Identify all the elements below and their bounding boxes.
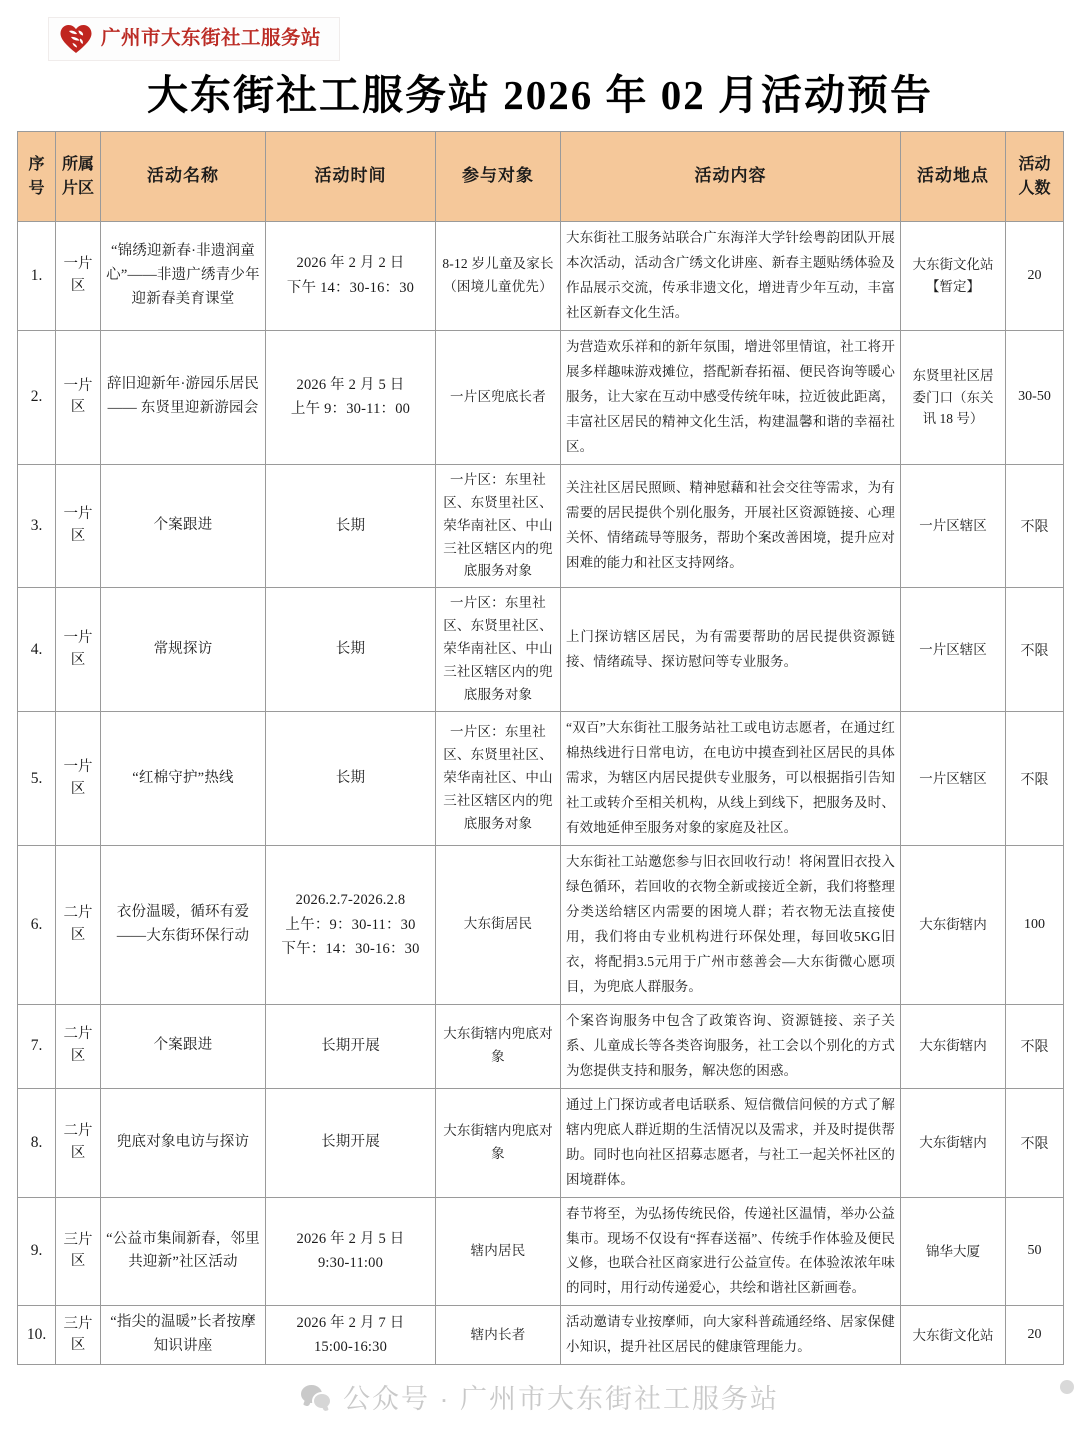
cell-content: 为营造欢乐祥和的新年氛围，增进邻里情谊，社工将开展多样趣味游戏摊位，搭配新春拓福、便民咨询等暖心服务，让大家在互动中感受传统年味，拉近彼此距离，丰富社区居民的精神文化生活，构建温馨和谐的幸福社区。 [561, 330, 901, 464]
cell-zone: 一片区 [56, 588, 101, 712]
table-row [18, 588, 1064, 712]
cell-num: 30-50 [1006, 330, 1064, 464]
cell-idx: 7. [18, 1004, 56, 1088]
cell-time: 长期 [266, 588, 436, 712]
cell-name: “红棉守护”热线 [101, 712, 266, 846]
cell-name: “锦绣迎新春·非遗润童心”——非遗广绣青少年迎新春美育课堂 [101, 222, 266, 331]
cell-target: 一片区：东里社区、东贤里社区、荣华南社区、中山三社区辖区内的兜底服务对象 [436, 464, 561, 588]
column-header-activity-place: 活动地点 [901, 132, 1006, 222]
cell-place: 大东街辖内 [901, 1088, 1006, 1197]
cell-time: 2026 年 2 月 7 日 15:00-16:30 [266, 1306, 436, 1365]
column-header-participants: 参与对象 [436, 132, 561, 222]
column-header-headcount: 活动 人数 [1006, 132, 1064, 222]
column-header-activity-time: 活动时间 [266, 132, 436, 222]
cell-place: 一片区辖区 [901, 464, 1006, 588]
cell-content: 关注社区居民照顾、精神慰藉和社会交往等需求，为有需要的居民提供个别化服务，开展社区资源链接、心理关怀、情绪疏导等服务，帮助个案改善困境，提升应对困难的能力和社区支持网络。 [561, 464, 901, 588]
cell-time: 2026.2.7-2026.2.8 上午：9：30-11：30 下午：14：30-16：30 [266, 845, 436, 1004]
cell-time: 2026 年 2 月 5 日 9:30-11:00 [266, 1197, 436, 1306]
column-header-activity-content: 活动内容 [561, 132, 901, 222]
activity-schedule-table-wrapper [17, 131, 1063, 1365]
table-row [18, 1197, 1064, 1306]
cell-target: 辖内长者 [436, 1306, 561, 1365]
cell-idx: 6. [18, 845, 56, 1004]
cell-place: 一片区辖区 [901, 588, 1006, 712]
cell-idx: 10. [18, 1306, 56, 1365]
wechat-icon [301, 1383, 332, 1410]
cell-target: 大东街辖内兜底对象 [436, 1088, 561, 1197]
cell-zone: 一片区 [56, 330, 101, 464]
table-row [18, 330, 1064, 464]
cell-time: 长期 [266, 712, 436, 846]
cell-name: 个案跟进 [101, 464, 266, 588]
cell-content: 大东街社工站邀您参与旧衣回收行动！将闲置旧衣投入绿色循环，若回收的衣物全新或接近全新，我们将整理分类送给辖区内需要的困境人群；若衣物无法直接使用，我们将由专业机构进行环保处理，每回收5KG旧衣，将配捐3.5元用于广州市慈善会—大东街微心愿项目，为兜底人群服务。 [561, 845, 901, 1004]
cell-time: 长期开展 [266, 1004, 436, 1088]
cell-target: 大东街居民 [436, 845, 561, 1004]
column-header-index: 序 号 [18, 132, 56, 222]
cell-time: 2026 年 2 月 2 日 下午 14：30-16：30 [266, 222, 436, 331]
cell-time: 长期 [266, 464, 436, 588]
cell-zone: 二片区 [56, 1088, 101, 1197]
cell-idx: 8. [18, 1088, 56, 1197]
table-row [18, 222, 1064, 331]
cell-content: 个案咨询服务中包含了政策咨询、资源链接、亲子关系、儿童成长等各类咨询服务，社工会以个别化的方式为您提供支持和服务，解决您的困惑。 [561, 1004, 901, 1088]
cell-target: 一片区：东里社区、东贤里社区、荣华南社区、中山三社区辖区内的兜底服务对象 [436, 588, 561, 712]
cell-num: 不限 [1006, 1004, 1064, 1088]
cell-zone: 二片区 [56, 1004, 101, 1088]
cell-content: “双百”大东街社工服务站社工或电访志愿者，在通过红棉热线进行日常电访，在电访中摸查到社区居民的具体需求，为辖区内居民提供专业服务，可以根据指引告知社工或转介至相关机构，从线上到线下，把服务及时、有效地延伸至服务对象的家庭及社区。 [561, 712, 901, 846]
cell-content: 上门探访辖区居民，为有需要帮助的居民提供资源链接、情绪疏导、探访慰问等专业服务。 [561, 588, 901, 712]
column-header-zone: 所属 片区 [56, 132, 101, 222]
table-row [18, 1004, 1064, 1088]
cell-num: 20 [1006, 1306, 1064, 1365]
organization-logo-band [48, 17, 340, 61]
cell-target: 8-12 岁儿童及家长（困境儿童优先） [436, 222, 561, 331]
table-header-row [18, 132, 1064, 222]
cell-target: 一片区：东里社区、东贤里社区、荣华南社区、中山三社区辖区内的兜底服务对象 [436, 712, 561, 846]
cell-num: 不限 [1006, 464, 1064, 588]
cell-name: 衣份温暖，循环有爱——大东街环保行动 [101, 845, 266, 1004]
cell-zone: 二片区 [56, 845, 101, 1004]
page-title: 大东街社工服务站 2026 年 02 月活动预告 [147, 72, 933, 118]
cell-place: 东贤里社区居委门口（东关讯 18 号） [901, 330, 1006, 464]
footer-account-text: 公众号 · 广州市大东街社工服务站 [343, 1384, 779, 1414]
cell-place: 锦华大厦 [901, 1197, 1006, 1306]
cell-zone: 一片区 [56, 464, 101, 588]
cell-place: 大东街文化站 [901, 1306, 1006, 1365]
cell-zone: 三片区 [56, 1306, 101, 1365]
table-row [18, 464, 1064, 588]
cell-content: 春节将至，为弘扬传统民俗，传递社区温情，举办公益集市。现场不仅设有“挥春送福”、传统手作体验及便民义修，也联合社区商家进行公益宣传。在体验浓浓年味的同时，用行动传递爱心，共绘和谐社区新画卷。 [561, 1197, 901, 1306]
table-row [18, 712, 1064, 846]
cell-num: 100 [1006, 845, 1064, 1004]
cell-name: 兜底对象电访与探访 [101, 1088, 266, 1197]
cell-num: 20 [1006, 222, 1064, 331]
cell-num: 不限 [1006, 712, 1064, 846]
cell-idx: 2. [18, 330, 56, 464]
cell-target: 一片区兜底长者 [436, 330, 561, 464]
cell-content: 活动邀请专业按摩师，向大家科普疏通经络、居家保健小知识，提升社区居民的健康管理能力。 [561, 1306, 901, 1365]
cell-zone: 三片区 [56, 1197, 101, 1306]
table-row [18, 1306, 1064, 1365]
cell-content: 通过上门探访或者电话联系、短信微信问候的方式了解辖内兜底人群近期的生活情况以及需求，并及时提供帮助。同时也向社区招募志愿者，与社工一起关怀社区的困境群体。 [561, 1088, 901, 1197]
cell-name: “公益市集闹新春，邻里共迎新”社区活动 [101, 1197, 266, 1306]
cell-num: 不限 [1006, 1088, 1064, 1197]
cell-place: 大东街文化站【暂定】 [901, 222, 1006, 331]
organization-name: 广州市大东街社工服务站 [101, 28, 322, 50]
cell-idx: 5. [18, 712, 56, 846]
cell-name: 常规探访 [101, 588, 266, 712]
table-row [18, 845, 1064, 1004]
cell-zone: 一片区 [56, 222, 101, 331]
footer-watermark [0, 1377, 1080, 1416]
cell-idx: 4. [18, 588, 56, 712]
cell-time: 2026 年 2 月 5 日 上午 9：30-11：00 [266, 330, 436, 464]
cell-name: 个案跟进 [101, 1004, 266, 1088]
cell-idx: 3. [18, 464, 56, 588]
table-row [18, 1088, 1064, 1197]
cell-content: 大东街社工服务站联合广东海洋大学针绘粤韵团队开展本次活动，活动含广绣文化讲座、新春主题贴绣体验及作品展示交流，传承非遗文化，增进青少年互动，丰富社区新春文化生活。 [561, 222, 901, 331]
activity-rows [18, 222, 1064, 1365]
cell-idx: 1. [18, 222, 56, 331]
scroll-indicator-dot [1060, 1380, 1074, 1394]
heart-logo-icon [59, 23, 93, 55]
cell-place: 大东街辖内 [901, 845, 1006, 1004]
activity-schedule-table [17, 131, 1064, 1365]
cell-time: 长期开展 [266, 1088, 436, 1197]
cell-place: 一片区辖区 [901, 712, 1006, 846]
cell-target: 辖内居民 [436, 1197, 561, 1306]
cell-name: “指尖的温暖”长者按摩知识讲座 [101, 1306, 266, 1365]
column-header-activity-name: 活动名称 [101, 132, 266, 222]
cell-place: 大东街辖内 [901, 1004, 1006, 1088]
cell-target: 大东街辖内兜底对象 [436, 1004, 561, 1088]
cell-num: 50 [1006, 1197, 1064, 1306]
cell-num: 不限 [1006, 588, 1064, 712]
cell-name: 辞旧迎新年·游园乐居民 —— 东贤里迎新游园会 [101, 330, 266, 464]
cell-zone: 一片区 [56, 712, 101, 846]
cell-idx: 9. [18, 1197, 56, 1306]
